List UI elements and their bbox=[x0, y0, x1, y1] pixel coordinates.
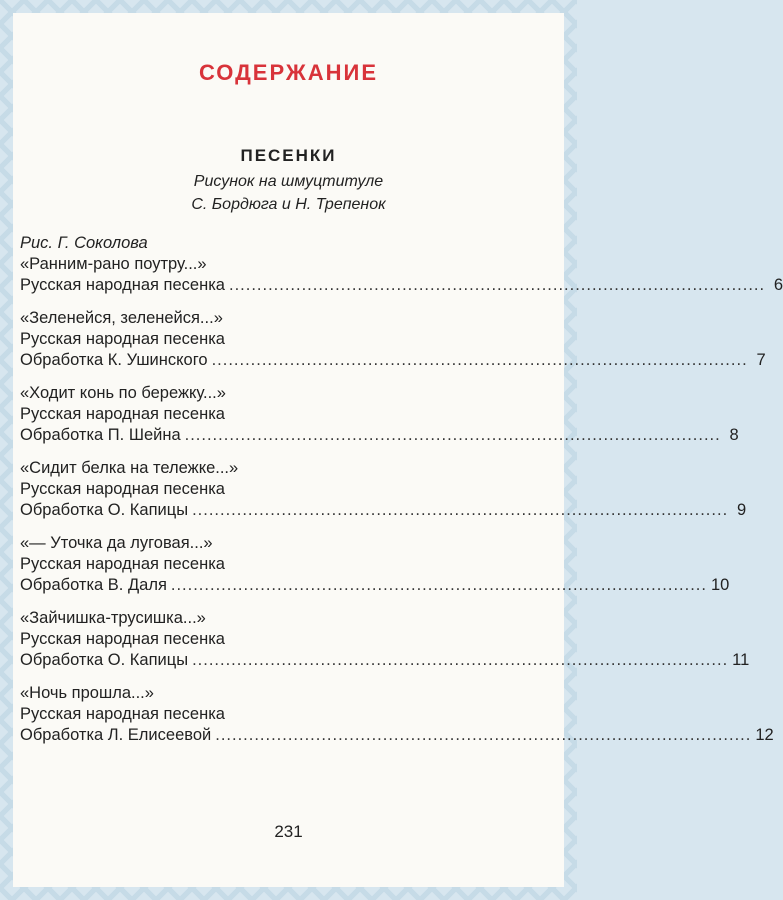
illustrator-credit: Рис. Г. Соколова bbox=[20, 234, 148, 252]
leader-dots: ................................................................................................ bbox=[192, 501, 729, 519]
table-of-contents bbox=[20, 233, 783, 758]
entry-row bbox=[20, 500, 747, 521]
entry-row bbox=[20, 275, 783, 296]
leader-dots: ................................................................................................ bbox=[228, 276, 766, 294]
entry-adaptation: Обработка О. Капицы bbox=[20, 651, 189, 669]
entry-row bbox=[20, 425, 739, 446]
entry-adaptation: Обработка К. Ушинского bbox=[20, 351, 208, 369]
leader-dots: ................................................................................................ bbox=[192, 651, 729, 669]
entry-page: 11 bbox=[732, 651, 750, 669]
entry-source: Русская народная песенка bbox=[20, 630, 225, 648]
entry-source: Русская народная песенка bbox=[20, 555, 225, 573]
leader-dots: ................................................................................................ bbox=[215, 726, 752, 744]
toc-entry[interactable] bbox=[20, 533, 730, 596]
entry-row bbox=[20, 725, 774, 746]
section-credit-line-1: Рисунок на шмуцтитуле bbox=[193, 173, 384, 190]
entry-page: 10 bbox=[710, 576, 730, 594]
toc-entry[interactable] bbox=[20, 458, 747, 521]
entry-adaptation: Обработка О. Капицы bbox=[20, 501, 189, 519]
entry-source: Русская народная песенка bbox=[20, 705, 225, 723]
entry-page: 12 bbox=[755, 726, 774, 744]
entry-title: «Сидит белка на тележке...» bbox=[20, 459, 239, 477]
toc-entry[interactable] bbox=[20, 683, 774, 746]
toc-entry[interactable] bbox=[20, 254, 783, 296]
entry-row bbox=[20, 650, 750, 671]
entry-page: 6 bbox=[773, 276, 783, 294]
page-number: 231 bbox=[274, 822, 303, 841]
entry-adaptation: Обработка В. Даля bbox=[20, 576, 167, 594]
section-title: ПЕСЕНКИ bbox=[240, 146, 337, 165]
book-page bbox=[13, 13, 783, 887]
entry-page: 8 bbox=[729, 426, 739, 444]
entry-adaptation: Обработка П. Шейна bbox=[20, 426, 181, 444]
entry-title: «Ходит конь по бережку...» bbox=[20, 384, 226, 402]
section-credit-line-2: С. Бордюга и Н. Трепенок bbox=[191, 196, 386, 213]
contents-heading: СОДЕРЖАНИЕ bbox=[198, 60, 379, 85]
entry-title: «Зеленейся, зеленейся...» bbox=[20, 309, 223, 327]
entry-page: 9 bbox=[736, 501, 747, 519]
entry-title: «Зайчишка-трусишка...» bbox=[20, 609, 206, 627]
toc-entry[interactable] bbox=[20, 383, 739, 446]
entry-row bbox=[20, 350, 766, 371]
toc-entry[interactable] bbox=[20, 608, 750, 671]
entry-source: Русская народная песенка bbox=[20, 480, 225, 498]
entry-row bbox=[20, 575, 730, 596]
entry-source: Русская народная песенка bbox=[20, 276, 225, 294]
entry-adaptation: Обработка Л. Елисеевой bbox=[20, 726, 212, 744]
leader-dots: ................................................................................................ bbox=[211, 351, 748, 369]
entry-title: «— Уточка да луговая...» bbox=[20, 534, 213, 552]
toc-entry[interactable] bbox=[20, 308, 766, 371]
entry-title: «Ночь прошла...» bbox=[20, 684, 154, 702]
leader-dots: ................................................................................................ bbox=[170, 576, 707, 594]
leader-dots: ................................................................................................ bbox=[184, 426, 721, 444]
entry-page: 7 bbox=[756, 351, 766, 369]
entry-source: Русская народная песенка bbox=[20, 330, 225, 348]
entry-title: «Ранним-рано поутру...» bbox=[20, 255, 207, 273]
entry-source: Русская народная песенка bbox=[20, 405, 225, 423]
